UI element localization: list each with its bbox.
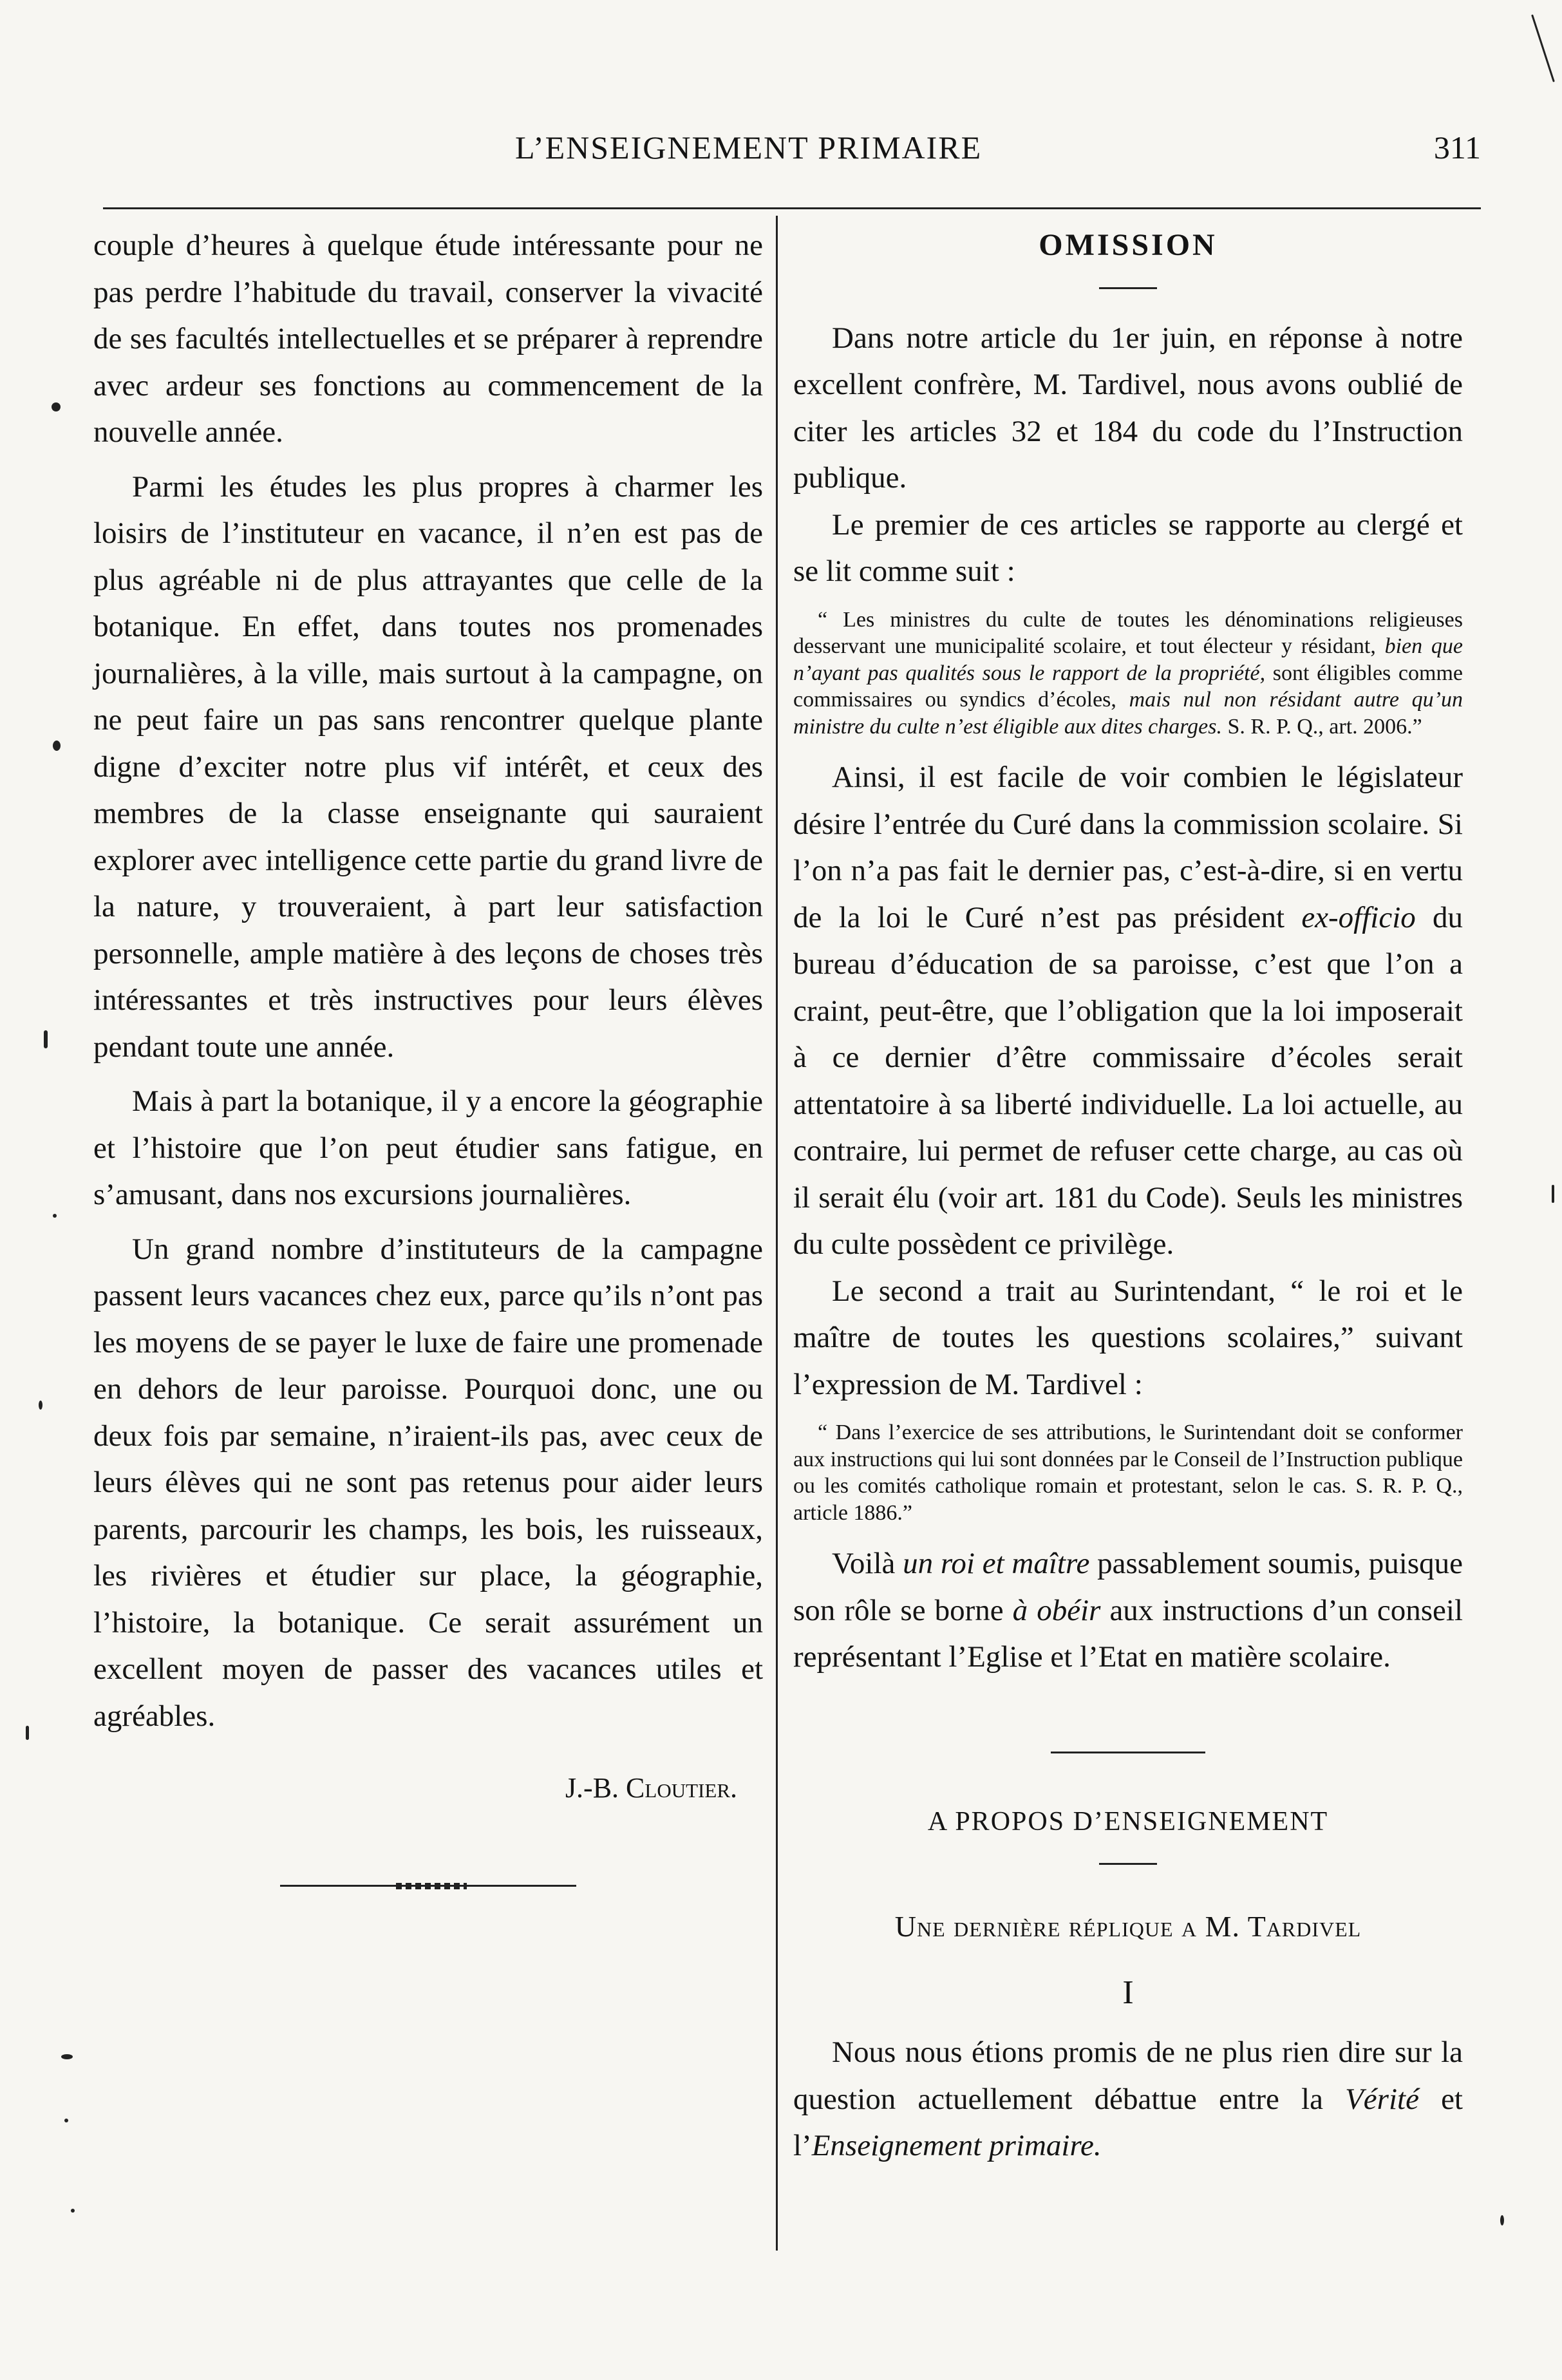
paragraph: [793, 1540, 1463, 1681]
margin-speck: [44, 1030, 48, 1048]
quote-citation: S. R. P. Q., art. 2006.”: [1222, 714, 1422, 739]
left-column: [93, 222, 763, 1889]
column-divider: [776, 216, 778, 2251]
paragraph: Parmi les études les plus propres à charmer les loisirs de l’instituteur en vacance, il n’en est pas de plus agréable ni de plus attrayantes que celle de la botanique. En effet, dans toutes nos promenades journalières, à la ville, mais surtout à la campagne, on ne peut faire un pas sans rencontrer quelque plante digne d’exciter notre plus vif intérêt, et ceux des membres de la classe enseignante qui sauraient explorer avec intelligence cette partie du grand livre de la nature, y trouveraient, à part leur satisfaction personnelle, ample matière à des leçons de choses très intéressantes et très instructives pour leurs élèves pendant toute une année.: [93, 469, 763, 1064]
short-divider: [1099, 1863, 1157, 1865]
page-number: 311: [1433, 129, 1481, 165]
margin-speck: [64, 2119, 68, 2122]
margin-speck: [26, 1726, 29, 1740]
section-title: A PROPOS D’ENSEIGNEMENT: [927, 1806, 1329, 1837]
header-rule: [103, 207, 1481, 209]
paragraph: Le second a trait au Surintendant, “ le roi et le maître de toutes les questions scolaires,” suivant l’expression de M. Tardivel :: [793, 1274, 1463, 1401]
margin-speck: [71, 2209, 75, 2213]
paragraph: Le premier de ces articles se rapporte au clergé et se lit comme suit :: [793, 507, 1463, 588]
paragraph-text: aux instructions d’un conseil représentant l’Eglise et l’Etat en matière scolaire.: [793, 1593, 1463, 1674]
paragraph-text: Ainsi, il est facile de voir combien le législateur désire l’entrée du Curé dans la commission scolaire. Si l’on n’a pas fait le dernier pas, c’est-à-dire, si en vertu de la loi le Curé n’est pas président: [793, 760, 1463, 934]
paragraph: couple d’heures à quelque étude intéressante pour ne pas perdre l’habitude du travail, conserver la vivacité de ses facultés intellectuelles et se préparer à reprendre avec ardeur ses fonctions au commencement de la nouvelle année.: [93, 229, 763, 449]
quote-emphasis: bien que n’ayant pas qualités sous le rapport de la propriété,: [793, 634, 1463, 685]
paragraph: Un grand nombre d’instituteurs de la campagne passent leurs vacances chez eux, parce qu’ils n’ont pas les moyens de se payer le luxe de faire une promenade en dehors de leur paroisse. Pourquoi donc, une ou deux fois par semaine, n’iraient-ils pas, avec ceux de leurs élèves qui ne sont pas retenus pour aider leurs parents, parcourir les champs, les bois, les ruisseaux, les rivières et étudier sur place, la géographie, l’histoire, la botanique. Ce serait assurément un excellent moyen de passer des vacances utiles et agréables.: [93, 1232, 763, 1733]
paragraph-text: et l’: [793, 2082, 1463, 2162]
margin-speck: [39, 1401, 42, 1410]
paragraph-text: passablement soumis, puisque son rôle se borne: [793, 1547, 1463, 1627]
running-title: L’ENSEIGNEMENT PRIMAIRE: [515, 129, 983, 165]
author-signature: J.-B. Cloutier.: [565, 1772, 737, 1804]
paragraph-text: du bureau d’éducation de sa paroisse, c’est que l’on a craint, peut-être, que l’obligation que la loi imposerait à ce dernier d’être commissaire d’écoles serait attentatoire à sa liberté individuelle. La loi actuelle, au contraire, lui permet de refuser cette charge, au cas où il serait élu (voir art. 181 du Code). Seuls les ministres du culte possèdent ce privilège.: [793, 900, 1463, 1261]
paragraph-text: Voilà: [832, 1547, 903, 1580]
right-column: [793, 222, 1463, 2169]
margin-speck: [52, 402, 61, 411]
quote-text: “ Les ministres du culte de toutes les dénominations religieuses desservant une municipalité scolaire, et tout électeur y résidant,: [793, 607, 1463, 658]
latin-term: ex-officio: [1301, 900, 1416, 934]
legal-quotation: “ Dans l’exercice de ses attributions, le Surintendant doit se conformer aux instructions qui lui sont données par le Conseil de l’Instruction publique ou les comités catholique romain et protestant, selon le cas. S. R. P. Q., article 1886.”: [793, 1421, 1463, 1525]
margin-speck: [53, 741, 61, 751]
paragraph: Dans notre article du 1er juin, en réponse à notre excellent confrère, M. Tardivel, nous avons oublié de citer les articles 32 et 184 du code du l’Instruction publique.: [793, 321, 1463, 495]
section-divider: [1051, 1752, 1205, 1753]
quote-text: sont éligibles comme commissaires ou syndics d’écoles,: [793, 661, 1463, 712]
margin-speck: [1500, 2215, 1504, 2225]
margin-speck: [1531, 14, 1555, 82]
margin-speck: [1552, 1185, 1554, 1203]
section-heading: OMISSION: [1039, 228, 1218, 262]
margin-speck: [61, 2054, 73, 2059]
page-header: [103, 129, 1481, 187]
publication-title: Enseignement primaire.: [811, 2129, 1102, 2162]
paragraph: [793, 754, 1463, 1268]
section-subtitle: Une dernière réplique a M. Tardivel: [894, 1910, 1362, 1943]
paragraph: [793, 2029, 1463, 2169]
part-number: I: [1122, 1974, 1134, 2011]
emphasis: à obéir: [1012, 1593, 1101, 1627]
paragraph-text: Nous nous étions promis de ne plus rien dire sur la question actuellement débattue entre la: [793, 2035, 1463, 2116]
margin-speck: [53, 1214, 57, 1218]
publication-title: Vérité: [1345, 2082, 1419, 2116]
short-divider: [1099, 287, 1157, 289]
ornamental-divider: [280, 1883, 576, 1889]
paragraph: Mais à part la botanique, il y a encore la géographie et l’histoire que l’on peut étudier sans fatigue, en s’amusant, dans nos excursions journalières.: [93, 1084, 763, 1211]
quote-emphasis: mais nul non résidant autre qu’un ministre du culte n’est éligible aux dites charges.: [793, 688, 1463, 739]
legal-quotation: [793, 607, 1463, 741]
emphasis: un roi et maître: [903, 1547, 1090, 1580]
